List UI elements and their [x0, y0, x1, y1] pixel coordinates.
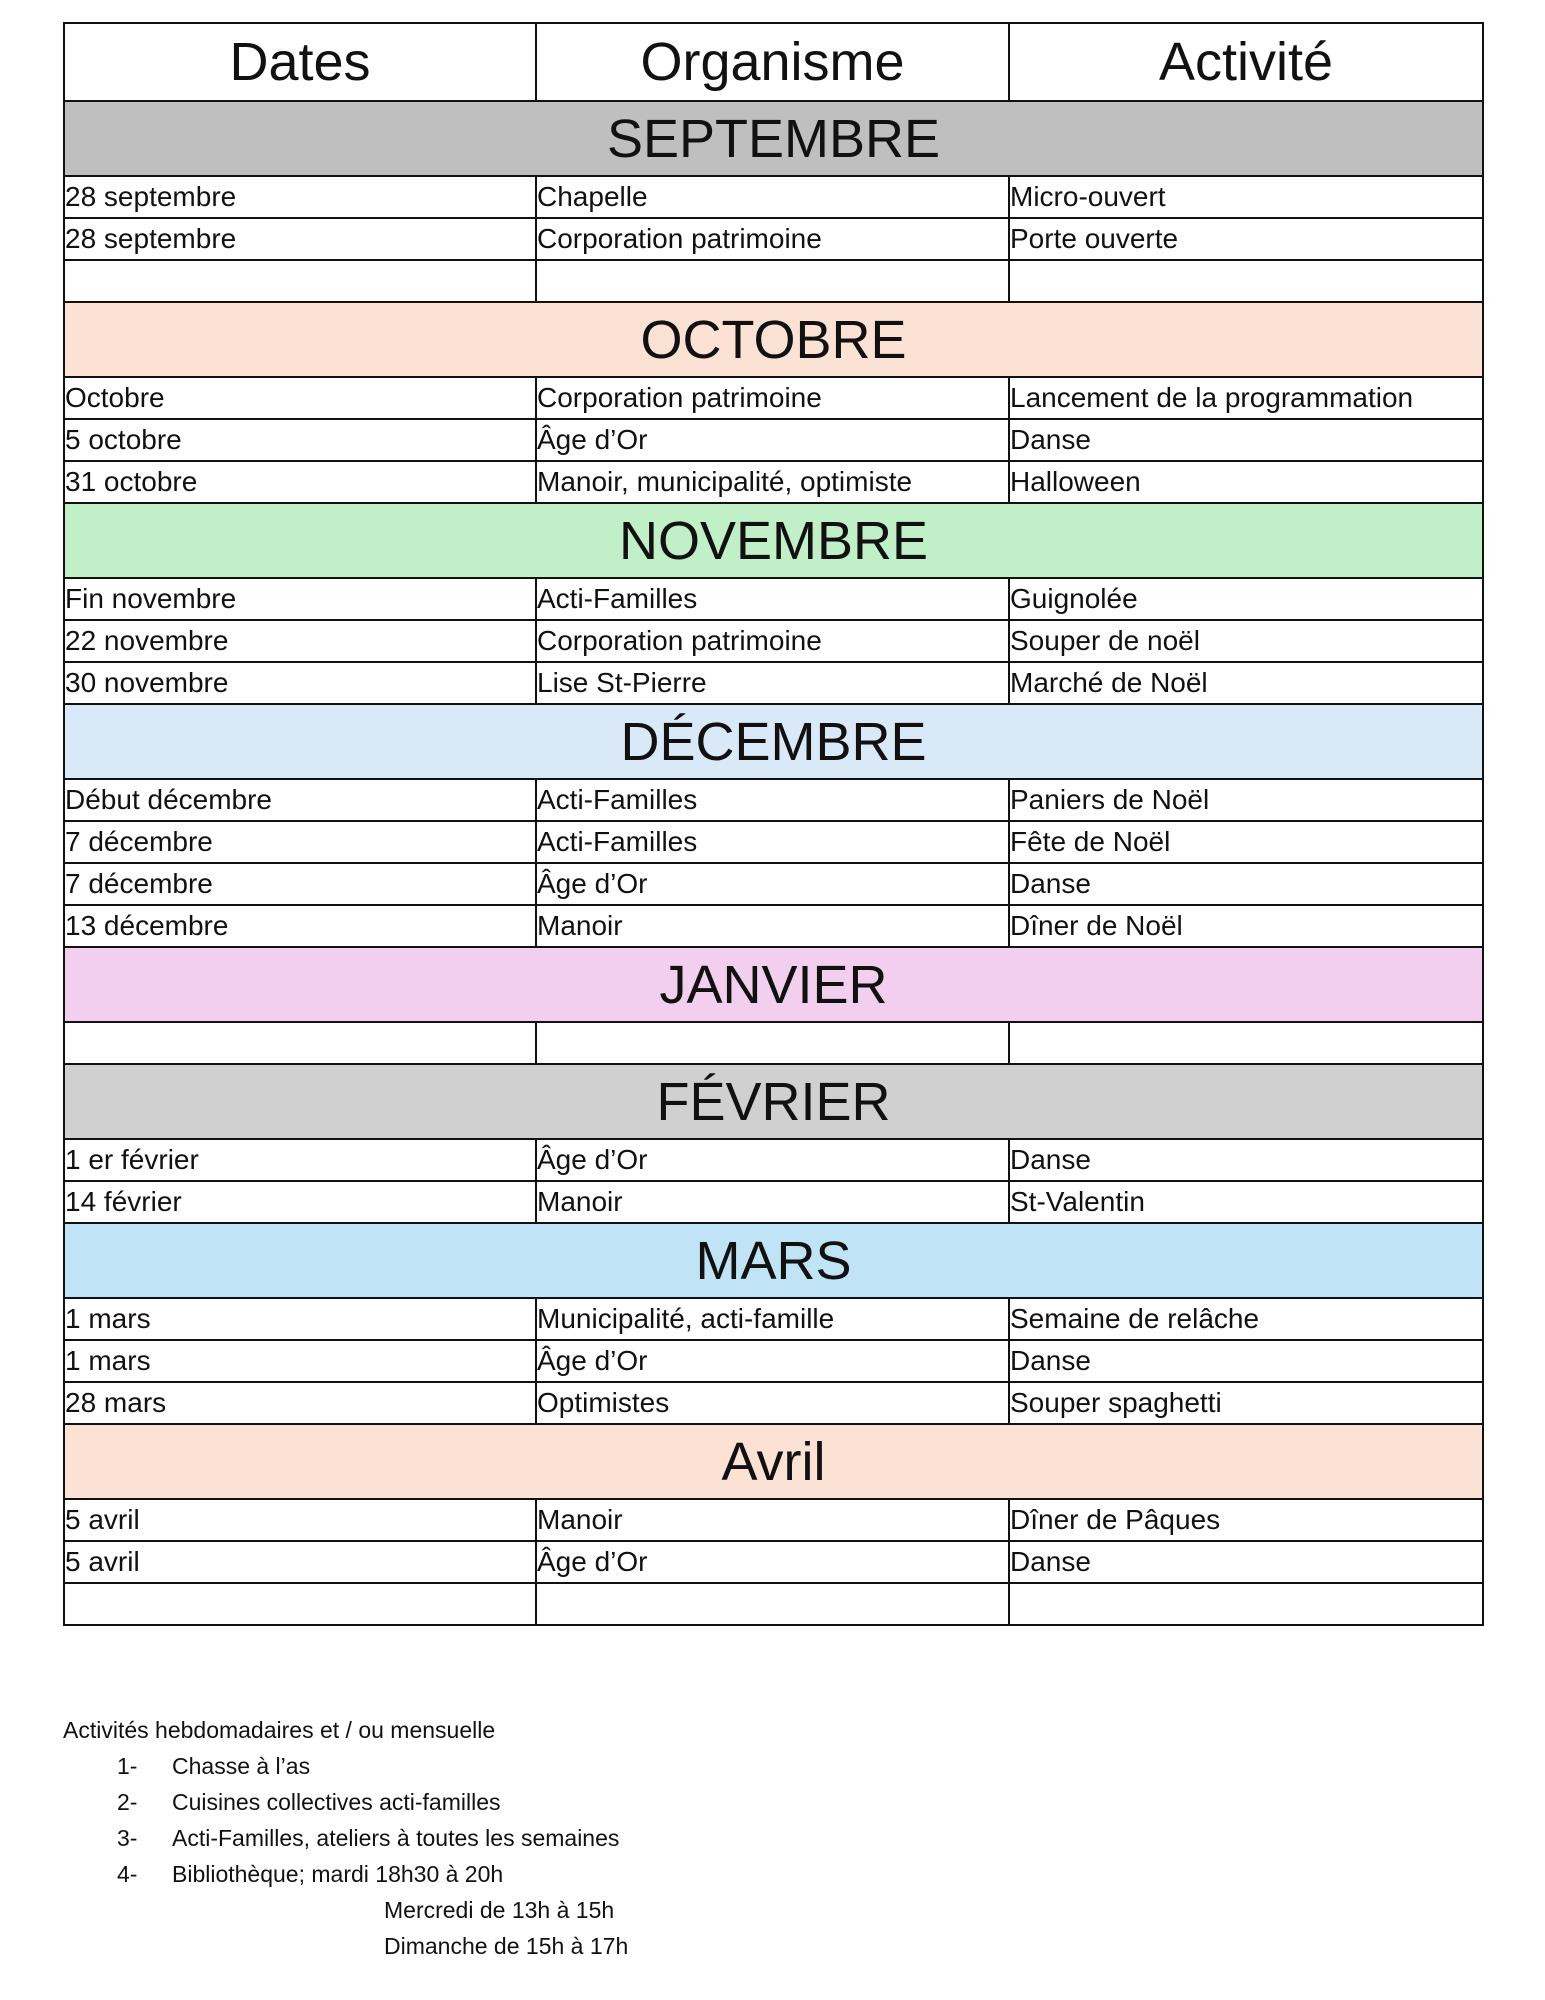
cell-activite: Fête de Noël [1009, 821, 1483, 863]
table-row [64, 863, 1483, 905]
cell-dates: 7 décembre [64, 863, 536, 905]
list-text: Acti-Familles, ateliers à toutes les semaines [172, 1825, 620, 1851]
list-number: 4- [117, 1861, 138, 1887]
cell-organisme: Âge d’Or [536, 1541, 1009, 1583]
month-heading: NOVEMBRE [64, 503, 1483, 578]
cell-activite: Dîner de Noël [1009, 905, 1483, 947]
activity-table [63, 22, 1484, 1626]
cell-organisme: Optimistes [536, 1382, 1009, 1424]
table-row [64, 176, 1483, 218]
list-item [63, 1856, 1363, 1892]
cell-organisme: Corporation patrimoine [536, 377, 1009, 419]
cell-activite [1009, 1583, 1483, 1625]
table-row [64, 620, 1483, 662]
header-organisme: Organisme [536, 23, 1009, 101]
cell-dates: 5 octobre [64, 419, 536, 461]
cell-organisme: Âge d’Or [536, 1340, 1009, 1382]
cell-activite: Danse [1009, 419, 1483, 461]
cell-organisme: Âge d’Or [536, 419, 1009, 461]
cell-dates: 5 avril [64, 1499, 536, 1541]
table-row [64, 578, 1483, 620]
cell-dates: 30 novembre [64, 662, 536, 704]
table-row [64, 461, 1483, 503]
month-heading: MARS [64, 1223, 1483, 1298]
table-row [64, 1022, 1483, 1064]
cell-dates: 28 septembre [64, 176, 536, 218]
cell-dates: 28 septembre [64, 218, 536, 260]
cell-dates: 22 novembre [64, 620, 536, 662]
cell-dates [64, 1583, 536, 1625]
table-row [64, 419, 1483, 461]
cell-activite: Souper de noël [1009, 620, 1483, 662]
table-row [64, 1181, 1483, 1223]
weekly-activities-notes [63, 1712, 1363, 1964]
table-row [64, 1499, 1483, 1541]
month-heading: JANVIER [64, 947, 1483, 1022]
month-row [64, 101, 1483, 176]
cell-dates: 14 février [64, 1181, 536, 1223]
table-row [64, 377, 1483, 419]
cell-organisme [536, 260, 1009, 302]
notes-heading: Activités hebdomadaires et / ou mensuelle [63, 1717, 496, 1743]
list-item [63, 1820, 1363, 1856]
cell-dates: 7 décembre [64, 821, 536, 863]
cell-activite: Porte ouverte [1009, 218, 1483, 260]
cell-organisme: Municipalité, acti-famille [536, 1298, 1009, 1340]
cell-activite: Guignolée [1009, 578, 1483, 620]
cell-activite: Micro-ouvert [1009, 176, 1483, 218]
cell-organisme: Corporation patrimoine [536, 620, 1009, 662]
table-row [64, 1541, 1483, 1583]
cell-organisme: Manoir, municipalité, optimiste [536, 461, 1009, 503]
cell-activite: Danse [1009, 1340, 1483, 1382]
month-heading: OCTOBRE [64, 302, 1483, 377]
month-heading: Avril [64, 1424, 1483, 1499]
cell-organisme: Lise St-Pierre [536, 662, 1009, 704]
month-row [64, 1424, 1483, 1499]
cell-dates: Fin novembre [64, 578, 536, 620]
cell-activite: Danse [1009, 1139, 1483, 1181]
cell-dates: 1 mars [64, 1298, 536, 1340]
cell-organisme: Acti-Familles [536, 821, 1009, 863]
table-row [64, 821, 1483, 863]
list-item [63, 1784, 1363, 1820]
cell-activite: Paniers de Noël [1009, 779, 1483, 821]
cell-activite: Dîner de Pâques [1009, 1499, 1483, 1541]
table-row [64, 905, 1483, 947]
header-activite: Activité [1009, 23, 1483, 101]
month-heading: FÉVRIER [64, 1064, 1483, 1139]
notes-list [63, 1748, 1363, 1892]
cell-organisme [536, 1583, 1009, 1625]
cell-organisme: Manoir [536, 905, 1009, 947]
month-row [64, 1064, 1483, 1139]
cell-dates: Octobre [64, 377, 536, 419]
cell-activite: Marché de Noël [1009, 662, 1483, 704]
table-row [64, 779, 1483, 821]
cell-dates: 31 octobre [64, 461, 536, 503]
table-row [64, 1340, 1483, 1382]
cell-organisme: Âge d’Or [536, 1139, 1009, 1181]
cell-organisme: Acti-Familles [536, 779, 1009, 821]
table-row [64, 1139, 1483, 1181]
list-text: Chasse à l’as [172, 1753, 311, 1779]
library-hours-line: Mercredi de 13h à 15h [384, 1897, 615, 1923]
cell-activite: Lancement de la programmation [1009, 377, 1483, 419]
list-number: 2- [117, 1789, 138, 1815]
list-number: 3- [117, 1825, 138, 1851]
table-row [64, 218, 1483, 260]
cell-organisme: Chapelle [536, 176, 1009, 218]
cell-dates: Début décembre [64, 779, 536, 821]
table-row [64, 260, 1483, 302]
month-row [64, 503, 1483, 578]
month-row [64, 1223, 1483, 1298]
cell-activite: Halloween [1009, 461, 1483, 503]
cell-organisme: Corporation patrimoine [536, 218, 1009, 260]
cell-dates [64, 1022, 536, 1064]
cell-organisme: Manoir [536, 1181, 1009, 1223]
cell-dates: 1 er février [64, 1139, 536, 1181]
cell-activite [1009, 260, 1483, 302]
cell-activite: St-Valentin [1009, 1181, 1483, 1223]
month-heading: SEPTEMBRE [64, 101, 1483, 176]
list-number: 1- [117, 1753, 138, 1779]
cell-activite: Danse [1009, 863, 1483, 905]
library-hours-line: Dimanche de 15h à 17h [384, 1933, 629, 1959]
cell-dates: 28 mars [64, 1382, 536, 1424]
cell-organisme: Âge d’Or [536, 863, 1009, 905]
table-row [64, 662, 1483, 704]
table-body [64, 101, 1483, 1625]
cell-organisme: Manoir [536, 1499, 1009, 1541]
cell-dates: 1 mars [64, 1340, 536, 1382]
month-row [64, 704, 1483, 779]
header-row [64, 23, 1483, 101]
table-row [64, 1382, 1483, 1424]
month-row [64, 302, 1483, 377]
cell-organisme: Acti-Familles [536, 578, 1009, 620]
calendar-sheet [63, 22, 1482, 1626]
cell-organisme [536, 1022, 1009, 1064]
month-row [64, 947, 1483, 1022]
list-text: Bibliothèque; mardi 18h30 à 20h [172, 1861, 504, 1887]
header-dates: Dates [64, 23, 536, 101]
cell-activite: Danse [1009, 1541, 1483, 1583]
month-heading: DÉCEMBRE [64, 704, 1483, 779]
table-row [64, 1298, 1483, 1340]
cell-dates: 5 avril [64, 1541, 536, 1583]
list-item [63, 1748, 1363, 1784]
list-text: Cuisines collectives acti-familles [172, 1789, 501, 1815]
cell-dates [64, 260, 536, 302]
cell-dates: 13 décembre [64, 905, 536, 947]
table-row [64, 1583, 1483, 1625]
cell-activite: Semaine de relâche [1009, 1298, 1483, 1340]
cell-activite: Souper spaghetti [1009, 1382, 1483, 1424]
cell-activite [1009, 1022, 1483, 1064]
